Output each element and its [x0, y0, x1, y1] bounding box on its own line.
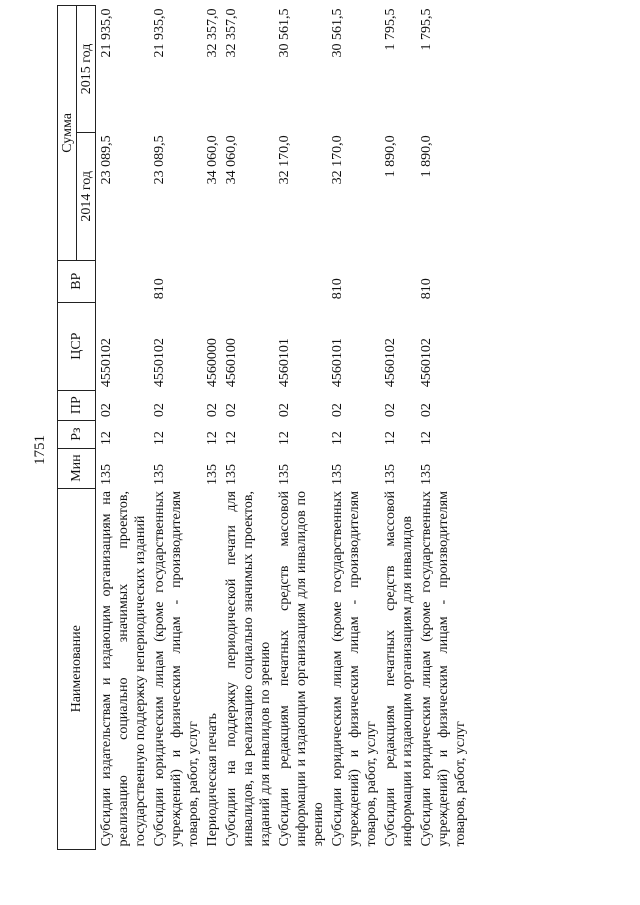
row-csr: 4560100	[224, 338, 239, 388]
row-csr: 4560102	[383, 338, 398, 388]
budget-table	[57, 5, 469, 850]
row-name: Субсидии редакциям печатных средств массовой информации и издающим организациям для инвалидов	[383, 491, 415, 847]
row-csr: 4550102	[99, 338, 114, 388]
table-row	[416, 6, 469, 850]
row-sum-2014: 23 089,5	[152, 135, 167, 185]
row-sum-2014: 32 170,0	[277, 135, 292, 185]
row-csr: 4550102	[152, 338, 167, 388]
header-sum: Сумма	[58, 6, 77, 261]
row-vr	[380, 260, 416, 302]
row-sum-2015: 32 357,0	[205, 8, 220, 58]
row-sum-2015: 1 795,5	[383, 8, 398, 51]
table-row	[221, 6, 274, 850]
table-body	[96, 6, 470, 850]
row-rz: 12	[224, 431, 239, 446]
row-min: 135	[224, 464, 239, 486]
table-row	[380, 6, 416, 850]
row-sum-2015: 21 935,0	[152, 8, 167, 58]
header-min: Мин	[58, 448, 96, 488]
row-vr	[221, 260, 274, 302]
row-sum-2014: 34 060,0	[205, 135, 220, 185]
row-pr: 02	[224, 403, 239, 418]
row-rz: 12	[205, 431, 220, 446]
row-sum-2015: 21 935,0	[99, 8, 114, 58]
table-row	[274, 6, 327, 850]
row-pr: 02	[152, 403, 167, 418]
row-sum-2015: 30 561,5	[277, 8, 292, 58]
row-name: Субсидии юридическим лицам (кроме государственных учреждений) и физическим лицам - производителям товаров, работ, услуг	[152, 491, 201, 847]
row-pr: 02	[383, 403, 398, 418]
row-rz: 12	[330, 431, 345, 446]
header-rz: Рз	[58, 420, 96, 448]
row-name: Субсидии юридическим лицам (кроме государственных учреждений) и физическим лицам - производителям товаров, работ, услуг	[419, 491, 468, 847]
row-min: 135	[383, 464, 398, 486]
row-sum-2014: 23 089,5	[99, 135, 114, 185]
header-2015: 2015 год	[77, 6, 96, 133]
header-pr: ПР	[58, 390, 96, 420]
row-rz: 12	[152, 431, 167, 446]
header-vr: ВР	[58, 260, 96, 302]
table-row	[149, 6, 202, 850]
row-sum-2014: 1 890,0	[419, 135, 434, 178]
row-vr	[96, 260, 150, 302]
row-csr: 4560101	[330, 338, 345, 388]
row-vr: 810	[152, 278, 167, 300]
row-name: Субсидии юридическим лицам (кроме государственных учреждений) и физическим лицам - производителям товаров, работ, услуг	[330, 491, 379, 847]
row-pr: 02	[419, 403, 434, 418]
row-pr: 02	[277, 403, 292, 418]
row-sum-2014: 32 170,0	[330, 135, 345, 185]
row-sum-2014: 1 890,0	[383, 135, 398, 178]
row-rz: 12	[419, 431, 434, 446]
row-min: 135	[330, 464, 345, 486]
row-name: Периодическая печать	[205, 713, 220, 847]
row-sum-2015: 30 561,5	[330, 8, 345, 58]
row-pr: 02	[330, 403, 345, 418]
row-csr: 4560101	[277, 338, 292, 388]
row-csr: 4560000	[205, 338, 220, 388]
row-vr	[202, 260, 221, 302]
table-row	[202, 6, 221, 850]
row-sum-2014: 34 060,0	[224, 135, 239, 185]
row-name: Субсидии редакциям печатных средств массовой информации и издающим организациям для инвалидов по зрению	[277, 491, 326, 847]
table-row	[327, 6, 380, 850]
row-pr: 02	[205, 403, 220, 418]
row-rz: 12	[99, 431, 114, 446]
page-number: 1751	[32, 435, 48, 465]
row-name: Субсидии на поддержку периодической печати для инвалидов, на реализацию социально значимых проектов, изданий для инвалидов по зрению	[224, 491, 273, 847]
row-vr	[274, 260, 327, 302]
row-min: 135	[277, 464, 292, 486]
row-vr: 810	[330, 278, 345, 300]
table-header-row	[58, 6, 77, 850]
row-min: 135	[152, 464, 167, 486]
header-2014: 2014 год	[77, 132, 96, 260]
row-sum-2015: 1 795,5	[419, 8, 434, 51]
row-vr: 810	[419, 278, 434, 300]
table-row	[96, 6, 150, 850]
row-name: Субсидии издательствам и издающим организациям на реализацию социально значимых проектов, государственную поддержку непериодических изданий	[99, 491, 148, 847]
row-min: 135	[419, 464, 434, 486]
row-rz: 12	[383, 431, 398, 446]
row-sum-2015: 32 357,0	[224, 8, 239, 58]
header-csr: ЦСР	[58, 302, 96, 390]
row-pr: 02	[99, 403, 114, 418]
row-min: 135	[99, 464, 114, 486]
row-rz: 12	[277, 431, 292, 446]
row-csr: 4560102	[419, 338, 434, 388]
header-name: Наименование	[58, 488, 96, 849]
row-min: 135	[205, 464, 220, 486]
